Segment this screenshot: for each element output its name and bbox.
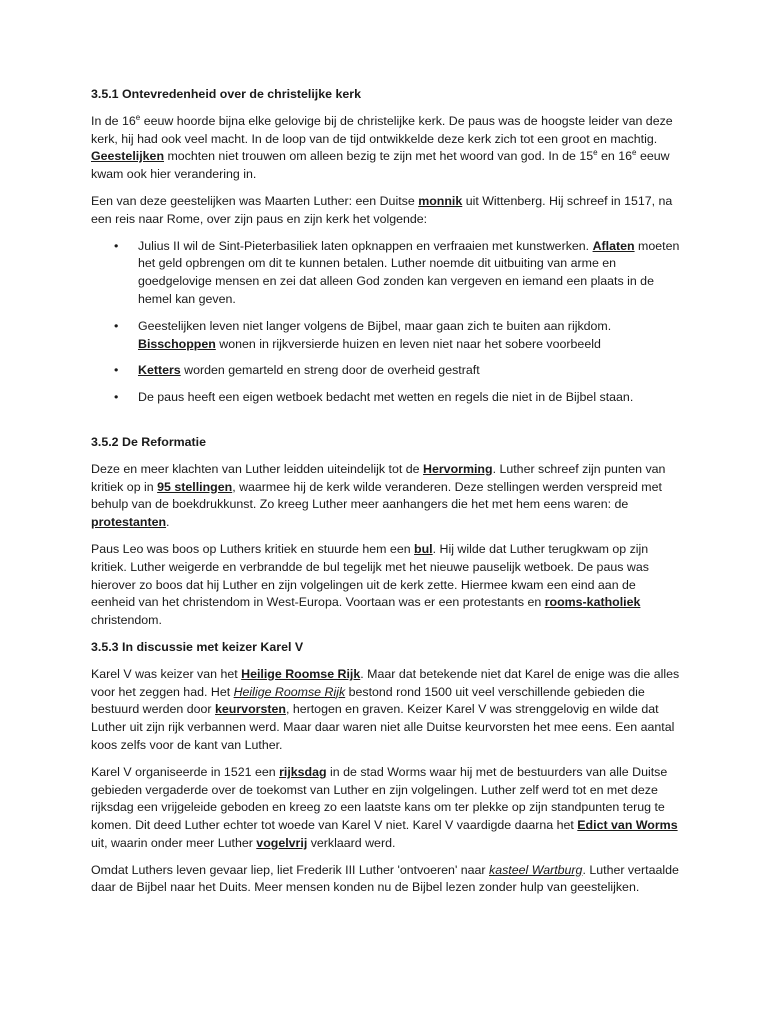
paragraph-wartburg: Omdat Luthers leven gevaar liep, liet Frederik III Luther 'ontvoeren' naar kasteel Wartburg. Luther vertaalde daar de Bijbel naar het Duits. Meer mensen konden nu de Bijbel lezen zonder hulp van geestelijken. (91, 862, 679, 895)
document-page (91, 86, 681, 906)
paragraph-paus-leo: Paus Leo was boos op Luthers kritiek en stuurde hem een bul. Hij wilde dat Luther terugkwam op zijn kritiek. Luther weigerde en verbrandde de bul tegelijk met het nieuwe pauselijk wetboek. De paus was hierover zo boos dat hij Luther en zijn volgelingen uit de kerk zette. Hiermee kwam een eind aan de eenheid van het christendom in West-Europa. Voortaan was er een protestants en rooms-katholiek christendom. (91, 541, 649, 628)
paragraph-karel-v: Karel V was keizer van het Heilige Roomse Rijk. Maar dat betekende niet dat Karel de enige was die alles voor het zeggen had. Het Heilige Roomse Rijk bestond rond 1500 uit veel verschillende gebieden die bestuurd werden door keurvorsten, hertogen en graven. Keizer Karel V was strenggelovig en wilde dat Luther uit zijn rijk verbannen werd. Maar daar waren niet alle Duitse keurvorsten het mee eens. Een aantal koos zelfs voor de kant van Luther. (91, 666, 680, 752)
bullet-icon: • (114, 363, 119, 378)
term-keurvorsten: keurvorsten (215, 702, 286, 717)
paragraph-hervorming: Deze en meer klachten van Luther leidden uiteindelijk tot de Hervorming. Luther schreef zijn punten van kritiek op in 95 stellingen, waarmee hij de kerk wilde veranderen. Deze stellingen werden verspreid met behulp van de boekdrukkunst. Zo kreeg Luther meer aanhangers die het met hem eens waren: de protestanten. (91, 461, 666, 530)
bullet-icon: • (114, 238, 119, 253)
term-vogelvrij: vogelvrij (256, 835, 308, 850)
term-protestanten: protestanten (91, 515, 167, 530)
bullet-icon: • (114, 390, 119, 405)
term-edict-van-worms: Edict van Worms (577, 818, 678, 833)
list-item: • De paus heeft een eigen wetboek bedacht met wetten en regels die niet in de Bijbel staan. (91, 389, 681, 407)
list-item: • Geestelijken leven niet langer volgens de Bijbel, maar gaan zich te buiten aan rijkdom. Bisschoppen wonen in rijkversierde huizen en leven niet naar het sobere voorbeeld (114, 318, 612, 351)
bullet-icon: • (114, 318, 119, 333)
italic-kasteel-wartburg: kasteel Wartburg (489, 862, 583, 877)
paragraph-intro: In de 16e eeuw hoorde bijna elke gelovige bij de christelijke kerk. De paus was de hoogste leider van deze kerk, hij had ook veel macht. In de loop van de tijd ontwikkelde deze kerk zich tot een groot en machtig. Geestelijken mochten niet trouwen om alleen bezig te zijn met het woord van god. In de 15e en 16e eeuw kwam ook hier verandering in. (91, 112, 673, 182)
list-item: • Julius II wil de Sint-Pieterbasiliek laten opknappen en verfraaien met kunstwerken. Aflaten moeten het geld opbrengen om dit te kunnen betalen. Luther noemde dit uitbuiting van arme en goedgelovige mensen en zei dat alleen God zonden kan vergeven en iemand een plaats in de hemel kan geven. (114, 238, 680, 306)
term-rijksdag: rijksdag (279, 764, 327, 779)
paragraph-luther: Een van deze geestelijken was Maarten Luther: een Duitse monnik uit Wittenberg. Hij schreef in 1517, na een reis naar Rome, over zijn paus en zijn kerk het volgende: (91, 193, 673, 226)
section-heading-3-5-3: 3.5.3 In discussie met keizer Karel V (91, 639, 304, 654)
paragraph-rijksdag: Karel V organiseerde in 1521 een rijksdag in de stad Worms waar hij met de bestuurders van alle Duitse gebieden vergaderde over de toekomst van Luther en zijn volgelingen. Luther zelf werd tot en met deze rijksdag een vrijgeleide geboden en kreeg zo een laatste kans om ter plekke op zijn standpunten terug te komen. Dit deed Luther echter tot woede van Karel V niet. Karel V vaardigde daarna het Edict van Worms uit, waarin onder meer Luther vogelvrij verklaard werd. (91, 764, 678, 850)
section-heading-3-5-2: 3.5.2 De Reformatie (91, 434, 207, 449)
term-hervorming: Hervorming (423, 461, 493, 476)
section-heading-3-5-1: 3.5.1 Ontevredenheid over de christelijke kerk (91, 87, 361, 101)
term-bisschoppen: Bisschoppen (138, 336, 216, 351)
list-item: • Ketters worden gemarteld en streng door de overheid gestraft (91, 362, 681, 380)
term-monnik: monnik (418, 193, 463, 208)
term-aflaten: Aflaten (592, 238, 635, 253)
spacer (91, 416, 681, 434)
complaints-list (91, 238, 681, 407)
term-heilige-roomse-rijk: Heilige Roomse Rijk (241, 666, 361, 681)
term-95-stellingen: 95 stellingen (157, 479, 233, 494)
italic-heilige-roomse-rijk: Heilige Roomse Rijk (233, 684, 346, 699)
term-rooms-katholiek: rooms-katholiek (544, 595, 641, 610)
term-geestelijken: Geestelijken (91, 149, 165, 164)
term-bul: bul (414, 541, 433, 556)
term-ketters: Ketters (138, 363, 181, 378)
